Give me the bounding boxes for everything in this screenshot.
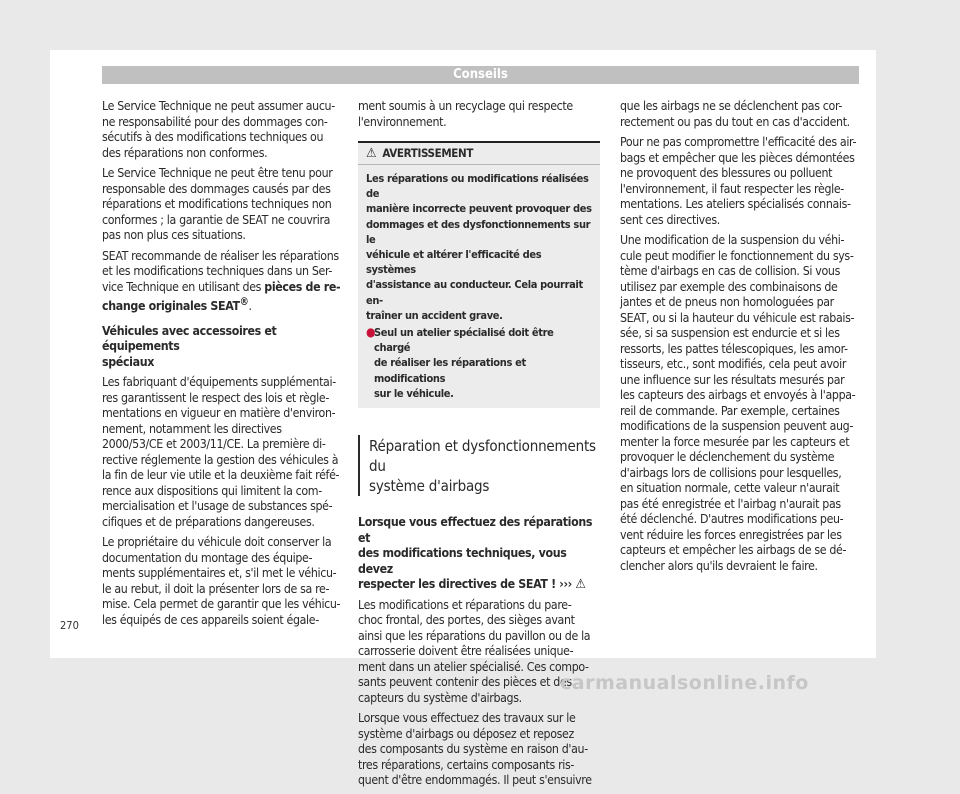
paragraph: Le Service Technique ne peut assumer aucu- ne responsabilité pour des dommages con- sécutifs à des modifications techniques ou des réparations non conformes. <box>102 99 335 160</box>
warning-title: AVERTISSEMENT <box>382 146 474 160</box>
warning-box <box>358 141 600 408</box>
paragraph: Pour ne pas compromettre l'efficacité des air- bags et empêcher que les pièces démontées ne provoquent des blessures ou polluent l'environnement, il faut respecter les règle- mentations. Les ateliers spécialisés connais- sent ces directives. <box>620 135 857 227</box>
paragraph: Les modifications et réparations du pare- choc frontal, des portes, des sièges avant ainsi que les réparations du pavillon ou de la carrosserie doivent être réalisées unique- ment dans un atelier spécialisé. Ces compo- sants peuvent contenir des pièces et des capteurs du système d'airbags. <box>358 597 591 705</box>
section-intro: Lorsque vous effectuez des réparations et des modifications techniques, vous devez respecter les directives de SEAT ! ››› ⚠ <box>358 515 593 593</box>
bold-term: pièces de re- change originales SEAT <box>102 279 341 314</box>
warning-triangle-icon: ⚠ <box>575 577 586 593</box>
warning-body <box>358 165 600 408</box>
paragraph: Les fabriquant d'équipements supplémentai- res garantissent le respect des lois et règle- mentations en vigueur en matière d'environ- nement, notamment les directives 2000/53/CE et 2003/11/CE. La première di- rective réglemente la gestion des véhicules à la fin de leur vie utile et la deuxième fait réfé- rence aux dispositions qui limitent la com- mercialisation et l'usage de substances spé- cifiques et de préparations dangereuses. <box>102 375 340 529</box>
bullet-icon: ● <box>366 325 376 340</box>
paragraph: Le propriétaire du véhicule doit conserver la documentation du montage des équipe- ments supplémentaires et, s'il met le véhicu- le au rebut, il doit la présenter lors de sa re- mise. Cela permet de garantir que les véhicu- les équipés de ces appareils soient égale- <box>102 535 341 627</box>
subheading: Véhicules avec accessoires et équipements spéciaux <box>102 323 277 369</box>
paragraph: SEAT recommande de réaliser les réparations et les modifications techniques dans un Ser- vice Technique en utilisant des pièces de re- change originales SEAT®. <box>102 248 341 314</box>
column-right <box>620 99 862 579</box>
warning-bullet-text: Seul un atelier spécialisé doit être chargé de réaliser les réparations et modifications sur le véhicule. <box>374 326 554 400</box>
warning-triangle-icon: ⚠ <box>366 146 377 161</box>
paragraph: Lorsque vous effectuez des travaux sur le système d'airbags ou déposez et reposez des composants du système en raison d'au- tres réparations, certains composants ris- quent d'être endommagés. Il peut s'ensuivre <box>358 711 592 788</box>
warning-text: Les réparations ou modifications réalisées de manière incorrecte peuvent provoquer des dommages et des dysfonctionnements sur le véhicule et altérer l'efficacité des systèmes d'assistance au conducteur. Cela pourrait en- traîner un accident grave. <box>366 172 592 322</box>
warning-bullet-item <box>366 325 592 401</box>
section-title: Réparation et dysfonctionnements du système d'airbags <box>358 435 600 496</box>
column-left <box>102 99 344 633</box>
page-number: 270 <box>60 619 79 632</box>
watermark: carmanualsonline.info <box>560 672 809 694</box>
page-header: Conseils <box>102 66 859 84</box>
paragraph: Le Service Technique ne peut être tenu pour responsable des dommages causés par des réparations et modifications techniques non conformes ; la garantie de SEAT ne couvrira pas non plus ces situations. <box>102 166 333 242</box>
paragraph: que les airbags ne se déclenchent pas cor- rectement ou pas du tout en cas d'accident. <box>620 99 850 129</box>
paragraph: Une modification de la suspension du véhi- cule peut modifier le fonctionnement du sys- tème d'airbags en cas de collision. Si vous utilisez par exemple des combinaisons de jantes et de pneus non homologuées par SEAT, ou si la hauteur du véhicule est rabais- sée, si sa suspension est endurcie et si les ressorts, les pattes télescopiques, les amor- tisseurs, etc., sont modifiés, cela peut avoir une influence sur les résultats mesurés par les capteurs des airbags et envoyés à l'appa- reil de commande. Par exemple, certaines modifications de la suspension peuvent aug- menter la force mesurée par les capteurs et provoquer le déclenchement du système d'airbags lors de collisions pour lesquelles, en situation normale, cette valeur n'aurait pas été enregistrée et l'airbag n'aurait pas été déclenché. D'autres modifications peu- vent réduire les forces enregistrées par les capteurs et empêcher les airbags de se dé- clencher alors qu'ils devraient le faire. <box>620 233 856 573</box>
warning-header <box>358 141 600 165</box>
paragraph: ment soumis à un recyclage qui respecte l'environnement. <box>358 99 573 129</box>
